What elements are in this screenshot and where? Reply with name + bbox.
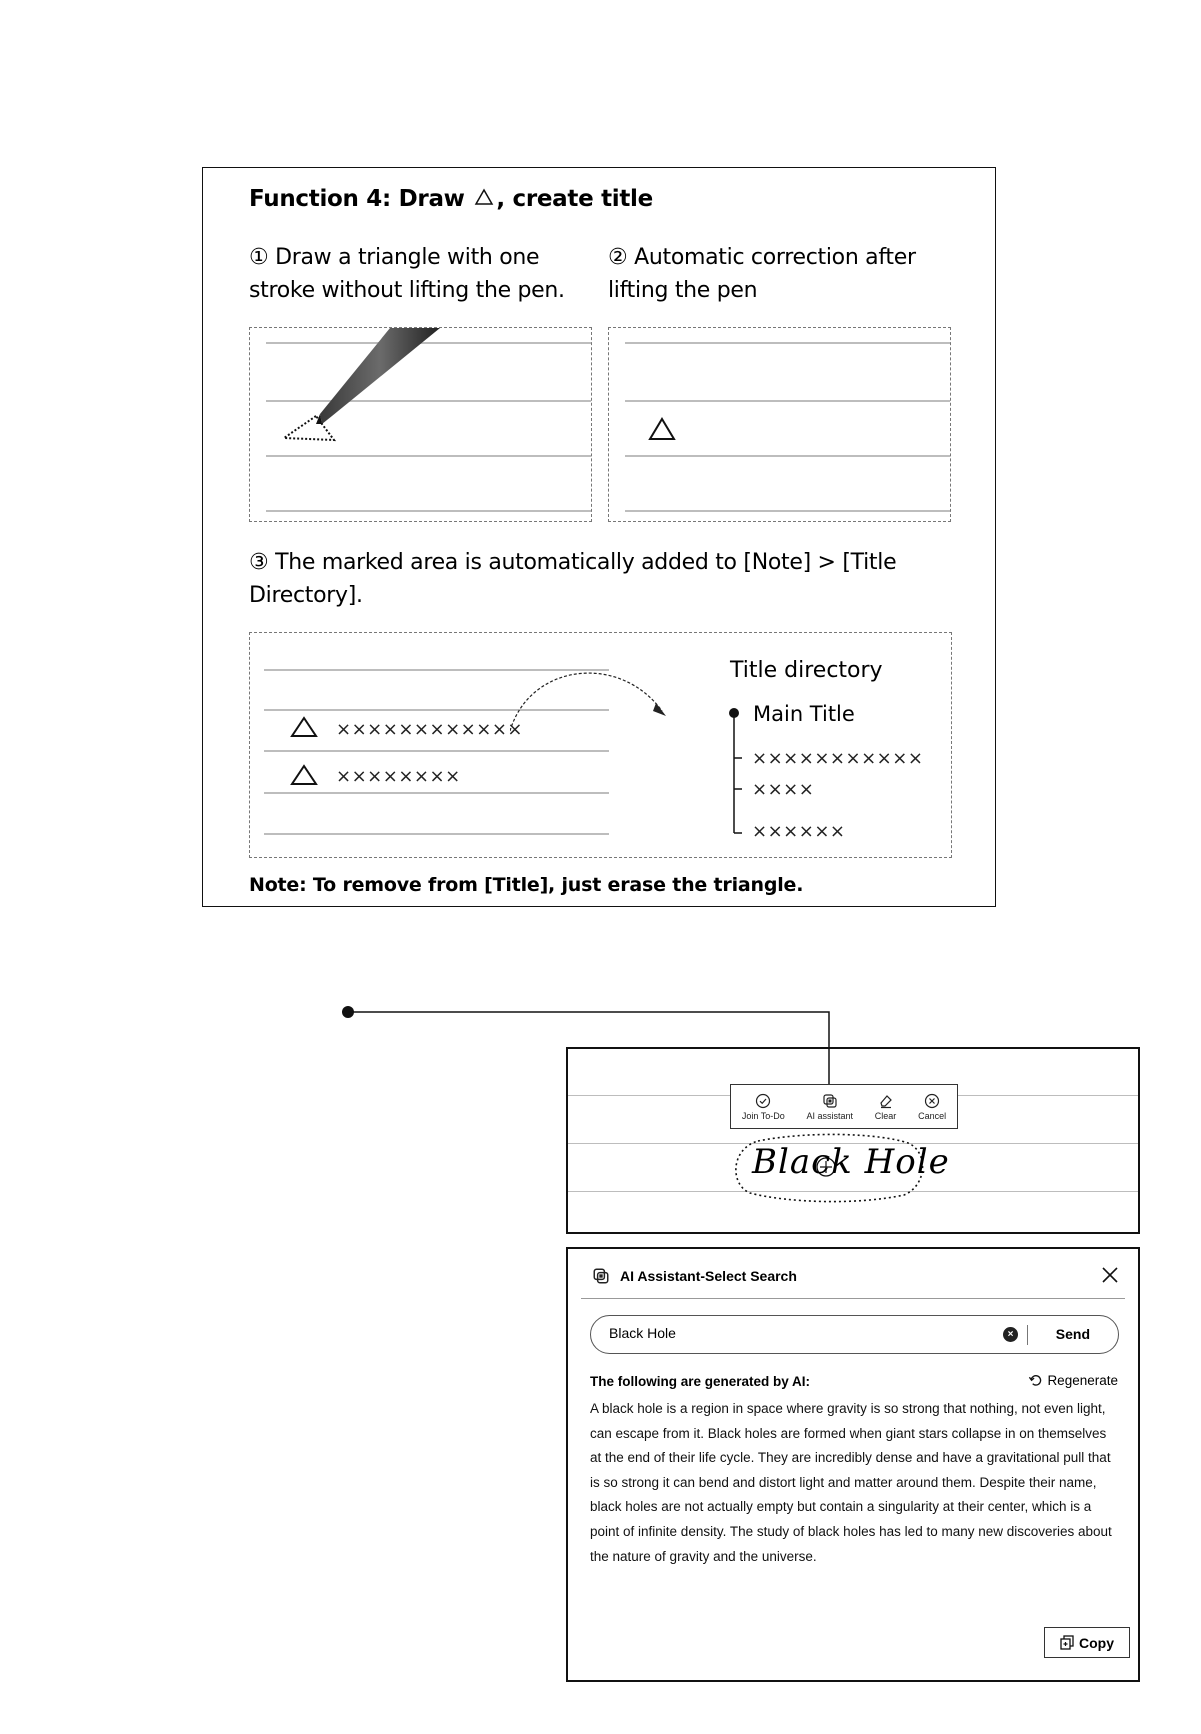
triangle-icon (290, 764, 318, 786)
join-todo-button[interactable]: Join To-Do (742, 1093, 785, 1121)
send-button[interactable]: Send (1055, 1326, 1090, 1342)
cancel-button[interactable]: Cancel (918, 1093, 946, 1121)
ai-assistant-icon (592, 1267, 610, 1285)
handwriting-text: Black Hole (752, 1142, 950, 1182)
ai-assistant-button[interactable]: AI assistant (807, 1093, 854, 1121)
directory-main-title: Main Title (753, 702, 855, 726)
cancel-circle-icon (924, 1093, 940, 1109)
search-field[interactable] (590, 1315, 1119, 1354)
clear-search-icon[interactable]: × (1003, 1327, 1018, 1342)
note-screen (566, 1047, 1140, 1234)
check-circle-icon (755, 1093, 771, 1109)
title-directory-illustration (249, 632, 952, 858)
triangle-icon (474, 188, 494, 206)
directory-item-2: ×××× (752, 779, 815, 800)
panel-note: Note: To remove from [Title], just erase the triangle. (249, 874, 804, 896)
copy-button[interactable]: Copy (1044, 1627, 1130, 1658)
eraser-icon (878, 1093, 894, 1109)
function-4-panel (202, 167, 996, 907)
clear-button[interactable]: Clear (875, 1093, 897, 1121)
triangle-icon (647, 416, 677, 442)
marked-line-2: ×××××××× (336, 766, 461, 787)
close-icon[interactable] (1100, 1265, 1120, 1285)
directory-tree-lines (728, 705, 754, 845)
step-3-text: ③ The marked area is automatically added to [Note] > [Title Directory]. (249, 550, 897, 608)
copy-icon (1060, 1635, 1074, 1650)
curved-arrow-icon (510, 653, 670, 733)
marked-line-1: ×××××××××××× (336, 719, 523, 740)
stylus-pen-icon (250, 328, 593, 523)
ai-answer-text: A black hole is a region in space where gravity is so strong that nothing, not even light, can escape from it. Black holes are formed when giant stars collapse in on themselves at the end of their life cycle. They are incredibly dense and have a gravitational pull that is so strong it can bend and distort light and matter around them. Despite their name, black holes are not actually empty but contain a singularity at their center, which is a point of infinite density. The study of black holes has led to many new discoveries about the nature of gravity and the universe. (590, 1401, 1112, 1564)
regenerate-button[interactable]: Regenerate (1028, 1373, 1118, 1388)
corrected-triangle-illustration (608, 327, 951, 522)
step-1-text: ① Draw a triangle with one stroke without lifting the pen. (249, 245, 565, 303)
search-input[interactable] (609, 1325, 989, 1341)
step-2-text: ② Automatic correction after lifting the pen (608, 245, 916, 303)
triangle-icon (290, 716, 318, 738)
ai-assistant-icon (822, 1093, 838, 1109)
dialog-divider (581, 1298, 1125, 1299)
ai-assistant-dialog (566, 1247, 1140, 1682)
directory-item-1: ××××××××××× (752, 748, 924, 769)
divider (1027, 1325, 1028, 1345)
panel-title: Function 4: Draw , create title (249, 186, 653, 212)
pen-drawing-illustration (249, 327, 592, 522)
directory-item-3: ×××××× (752, 821, 846, 842)
generated-by-ai-label: The following are generated by AI: (590, 1374, 811, 1389)
directory-title: Title directory (730, 658, 883, 683)
refresh-icon (1028, 1373, 1043, 1388)
dialog-title: AI Assistant-Select Search (620, 1268, 797, 1284)
lasso-toolbar (730, 1084, 958, 1129)
